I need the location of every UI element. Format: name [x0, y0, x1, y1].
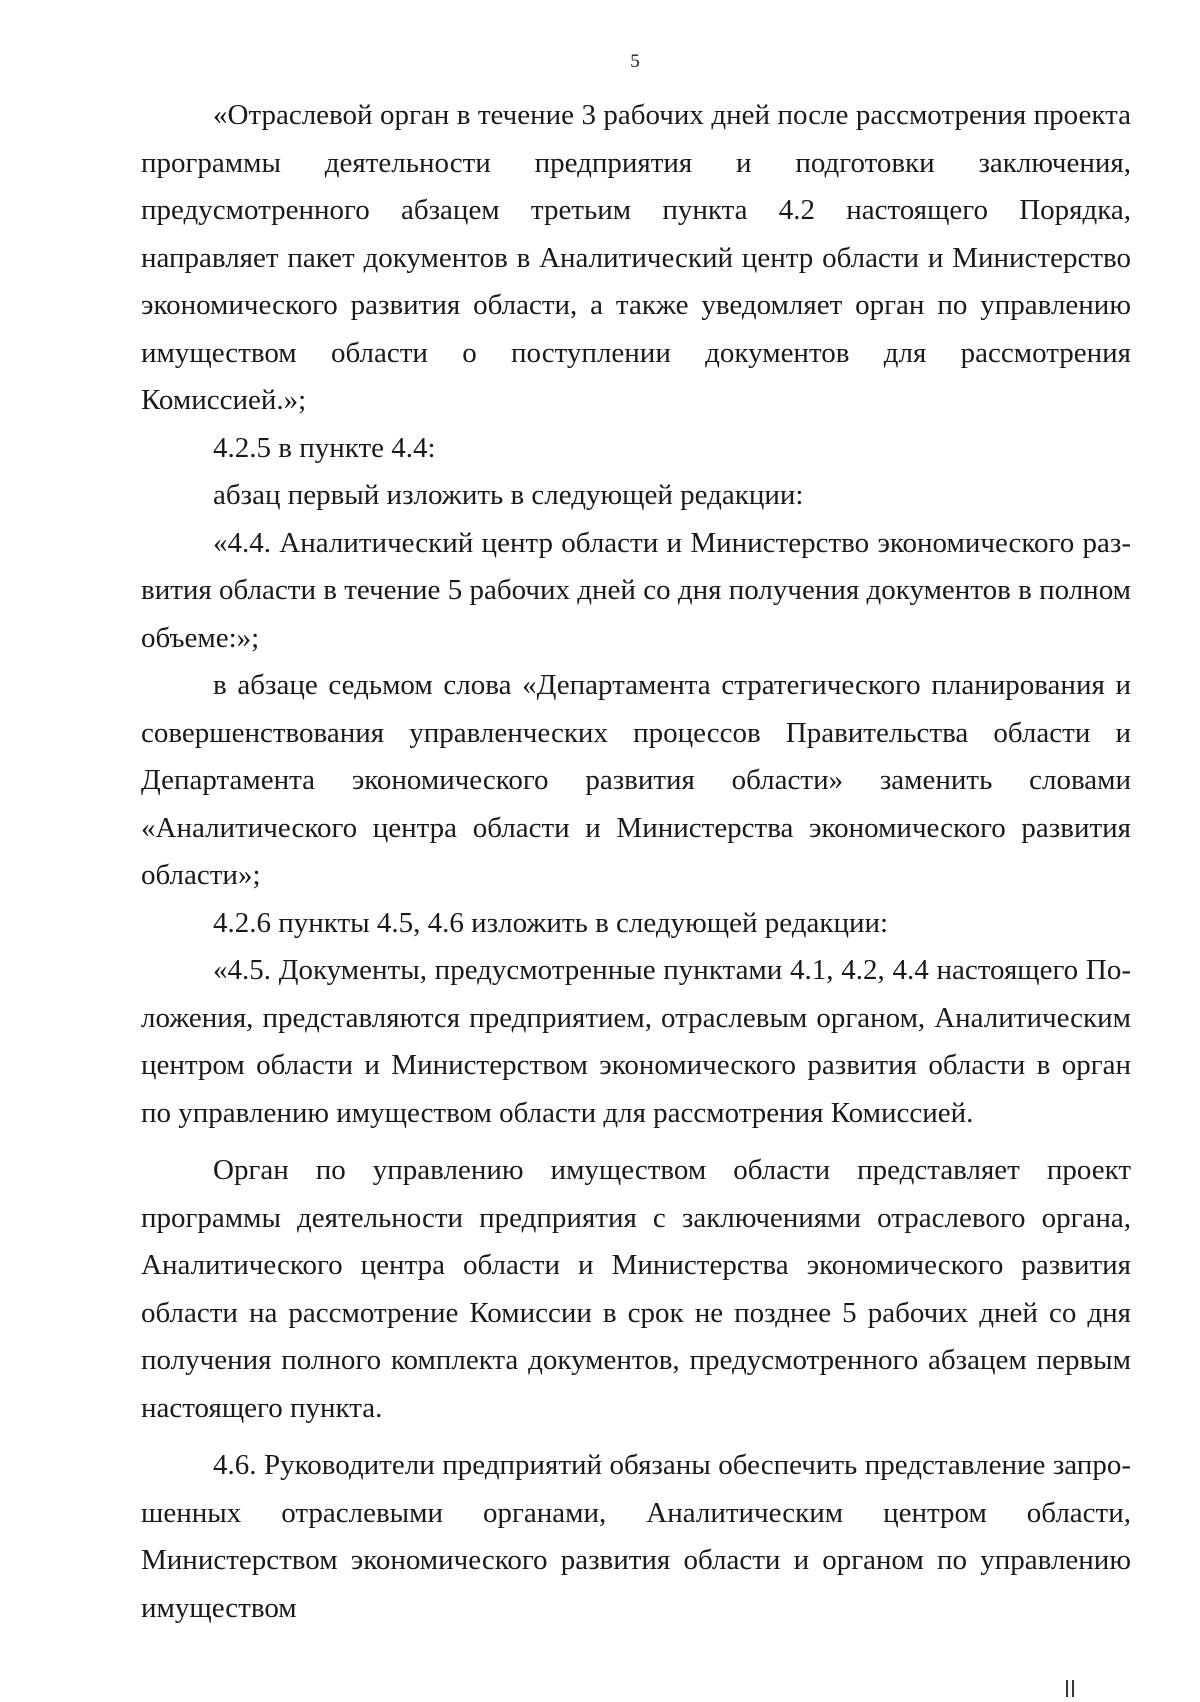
paragraph: 4.2.6 пункты 4.5, 4.6 изложить в следующей редакции:	[213, 906, 889, 939]
page-number: 5	[630, 51, 640, 72]
paragraph: 4.6. Руководители предприятий обязаны обеспечить представление запрошенных отраслевыми органами, Аналитическим центром области, Министерством экономического развития области и органом по управлению имуществом	[141, 1449, 1131, 1624]
paragraph: «4.4. Аналитический центр области и Министерство экономического развития области в течение 5 рабочих дней со дня получения документов в полном объеме:»;	[141, 526, 1131, 654]
paragraph: «Отраслевой орган в течение 3 рабочих дней после рассмотрения проекта программы деятельности предприятия и подготовки заключения, предусмотренного абзацем третьим пункта 4.2 настоящего Порядка, направляет пакет документов в Аналитический центр области и Министерство экономического развития области, а также уведомляет орган по управлению имуществом области о поступлении документов для рассмотрения Комиссией.»;	[141, 99, 1131, 416]
paragraph: в абзаце седьмом слова «Департамента стратегического планирования и совершенствования управленческих процессов Правительства области и Департамента экономического развития области» заменить словами «Аналитического центра области и Министерства экономического развития области»;	[141, 669, 1131, 891]
paragraph: абзац первый изложить в следующей редакции:	[213, 479, 804, 511]
paragraph: 4.2.5 в пункте 4.4:	[213, 431, 436, 464]
scan-mark	[1066, 1680, 1086, 1697]
paragraph: «4.5. Документы, предусмотренные пунктами 4.1, 4.2, 4.4 настоящего Положения, представляются предприятием, отраслевым органом, Аналитическим центром области и Министерством экономического развития области в орган по управлению имуществом области для рассмотрения Комиссией.	[141, 954, 1131, 1129]
document-body	[141, 92, 1131, 1632]
paragraph: Орган по управлению имуществом области представляет проект программы деятельности предприятия с заключениями отраслевого органа, Аналитического центра области и Министерства экономического развития области на рассмотрение Комиссии в срок не позднее 5 рабочих дней со дня получения полного комплекта документов, предусмотренного абзацем первым настоящего пункта.	[141, 1154, 1131, 1424]
